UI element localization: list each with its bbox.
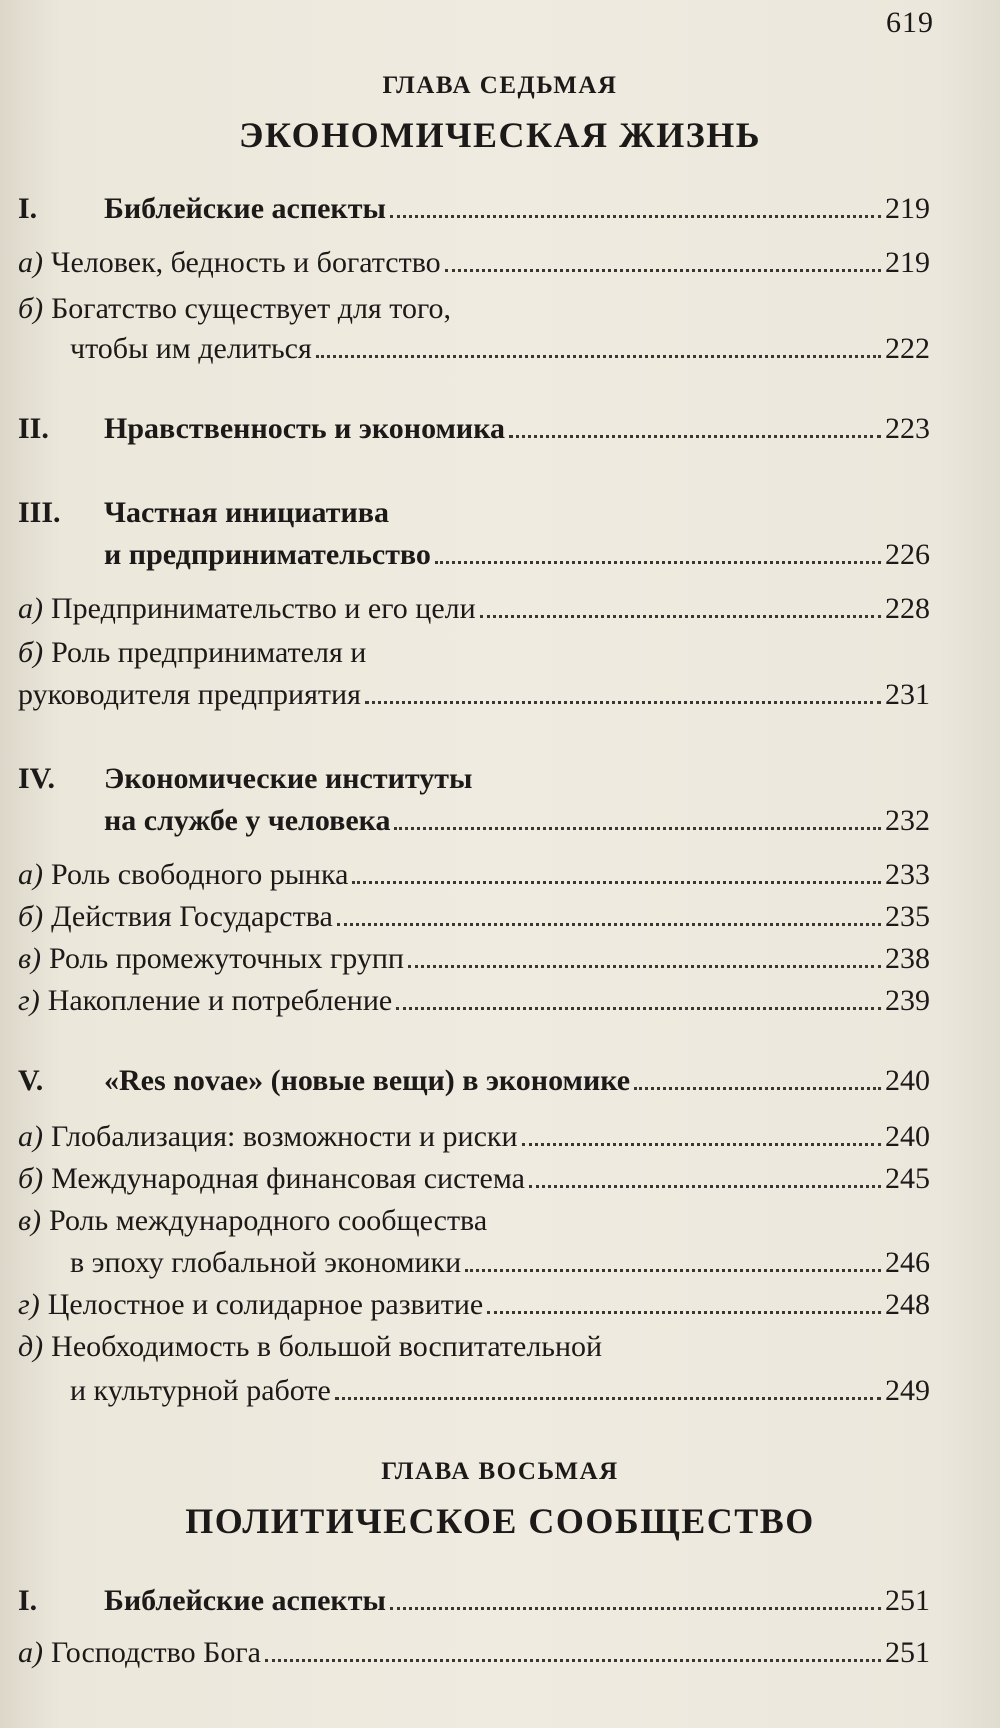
toc-entry-ch7-s1a[interactable]	[18, 246, 930, 290]
page-ref: 249	[885, 1374, 930, 1407]
page-ref: 240	[885, 1120, 930, 1153]
subsection-title-cont: руководителя предприятия	[18, 678, 361, 711]
page-ref: 222	[885, 332, 930, 365]
subsection-letter: в)	[18, 1204, 42, 1237]
leader-dots	[509, 434, 881, 438]
subsection-title: Роль промежуточных групп	[49, 942, 404, 975]
subsection-letter: а)	[18, 1120, 43, 1153]
page-ref: 246	[885, 1246, 930, 1279]
subsection-title: Господство Бога	[51, 1636, 261, 1669]
toc-entry-ch7-s5a[interactable]	[18, 1120, 930, 1164]
page-ref: 240	[885, 1064, 930, 1097]
subsection-letter: б)	[18, 292, 44, 325]
leader-dots	[337, 922, 881, 926]
page-ref: 239	[885, 984, 930, 1017]
leader-dots	[390, 214, 881, 218]
toc-entry-ch7-s5e[interactable]	[18, 1330, 930, 1374]
section-title: Библейские аспекты	[104, 1584, 386, 1617]
leader-dots	[394, 826, 881, 830]
subsection-title: Роль международного сообщества	[49, 1204, 488, 1237]
toc-entry-ch8-s1[interactable]	[18, 1584, 930, 1628]
subsection-title-cont: чтобы им делиться	[70, 332, 312, 365]
subsection-letter: б)	[18, 636, 44, 669]
page-ref: 228	[885, 592, 930, 625]
subsection-letter: д)	[18, 1330, 44, 1363]
leader-dots	[365, 700, 881, 704]
section-title: Частная инициатива	[104, 496, 389, 529]
toc-entry-ch7-s3-cont[interactable]	[18, 538, 930, 582]
leader-dots	[445, 268, 881, 272]
leader-dots	[634, 1086, 881, 1090]
toc-entry-ch8-s1a[interactable]	[18, 1636, 930, 1680]
page-ref: 238	[885, 942, 930, 975]
toc-entry-ch7-s4c[interactable]	[18, 942, 930, 986]
leader-dots	[480, 614, 881, 618]
toc-entry-ch7-s5b[interactable]	[18, 1162, 930, 1206]
subsection-title: Глобализация: возможности и риски	[51, 1120, 518, 1153]
subsection-letter: в)	[18, 942, 42, 975]
page-ref: 232	[885, 804, 930, 837]
leader-dots	[522, 1142, 881, 1146]
toc-entry-ch7-s2[interactable]	[18, 412, 930, 456]
leader-dots	[435, 560, 881, 564]
section-title-cont: на службе у человека	[104, 804, 391, 837]
toc-entry-ch7-s3[interactable]	[18, 496, 930, 540]
toc-entry-ch7-s3b[interactable]	[18, 636, 930, 680]
page-ref: 251	[885, 1584, 930, 1617]
subsection-title: Целостное и солидарное развитие	[47, 1288, 484, 1321]
toc-entry-ch7-s4d[interactable]	[18, 984, 930, 1028]
leader-dots	[487, 1310, 881, 1314]
subsection-letter: а)	[18, 246, 43, 279]
page-ref: 235	[885, 900, 930, 933]
section-title: Нравственность и экономика	[104, 412, 506, 445]
subsection-title: Действия Государства	[51, 900, 333, 933]
subsection-title: Богатство существует для того,	[51, 292, 451, 325]
subsection-letter: б)	[18, 900, 44, 933]
page-ref: 251	[885, 1636, 930, 1669]
toc-entry-ch7-s5e-cont[interactable]	[18, 1374, 930, 1418]
subsection-title: Роль свободного рынка	[51, 858, 349, 891]
leader-dots	[390, 1606, 881, 1610]
page-ref: 219	[885, 192, 930, 225]
section-number: V.	[18, 1064, 44, 1097]
toc-entry-ch7-s4-cont[interactable]	[18, 804, 930, 848]
subsection-letter: а)	[18, 858, 43, 891]
page-ref: 223	[885, 412, 930, 445]
leader-dots	[529, 1184, 881, 1188]
page-ref: 231	[885, 678, 930, 711]
toc-entry-ch7-s1b-cont[interactable]	[18, 332, 930, 376]
chapter-7-title: ЭКОНОМИЧЕСКАЯ ЖИЗНЬ	[238, 115, 762, 155]
leader-dots	[396, 1006, 881, 1010]
toc-entry-ch7-s5c-cont[interactable]	[18, 1246, 930, 1290]
toc-entry-ch7-s1[interactable]	[18, 192, 930, 236]
toc-entry-ch7-s4a[interactable]	[18, 858, 930, 902]
toc-entry-ch7-s3b-cont[interactable]	[18, 678, 930, 722]
chapter-7-label: ГЛАВА СЕДЬМАЯ	[382, 72, 618, 99]
section-number: IV.	[18, 762, 55, 795]
leader-dots	[352, 880, 881, 884]
toc-entry-ch7-s5c[interactable]	[18, 1204, 930, 1248]
section-title: Библейские аспекты	[104, 192, 386, 225]
section-number: I.	[18, 192, 38, 225]
subsection-letter: б)	[18, 1162, 44, 1195]
subsection-title: Необходимость в большой воспитательной	[51, 1330, 603, 1363]
toc-entry-ch7-s3a[interactable]	[18, 592, 930, 636]
subsection-letter: г)	[18, 984, 40, 1017]
subsection-title: Роль предпринимателя и	[51, 636, 367, 669]
leader-dots	[465, 1268, 881, 1272]
subsection-title: Накопление и потребление	[47, 984, 393, 1017]
page-ref: 248	[885, 1288, 930, 1321]
leader-dots	[335, 1396, 881, 1400]
toc-entry-ch7-s4b[interactable]	[18, 900, 930, 944]
section-title: Экономические институты	[104, 762, 473, 795]
leader-dots	[265, 1658, 881, 1662]
subsection-title-cont: и культурной работе	[70, 1374, 331, 1407]
page-ref: 245	[885, 1162, 930, 1195]
toc-entry-ch7-s4[interactable]	[18, 762, 930, 806]
toc-entry-ch7-s5d[interactable]	[18, 1288, 930, 1332]
subsection-letter: а)	[18, 592, 43, 625]
subsection-title-cont: в эпоху глобальной экономики	[70, 1246, 462, 1279]
chapter-8-label: ГЛАВА ВОСЬМАЯ	[381, 1458, 619, 1485]
page-ref: 233	[885, 858, 930, 891]
subsection-title: Предпринимательство и его цели	[51, 592, 476, 625]
page-number: 619	[886, 6, 934, 39]
section-number: I.	[18, 1584, 38, 1617]
toc-entry-ch7-s5[interactable]	[18, 1064, 930, 1108]
leader-dots	[316, 354, 881, 358]
page-ref: 226	[885, 538, 930, 571]
page-ref: 219	[885, 246, 930, 279]
chapter-8-title: ПОЛИТИЧЕСКОЕ СООБЩЕСТВО	[185, 1501, 815, 1541]
subsection-letter: а)	[18, 1636, 43, 1669]
leader-dots	[408, 964, 881, 968]
subsection-title: Человек, бедность и богатство	[51, 246, 441, 279]
section-title: «Res novae» (новые вещи) в экономике	[104, 1064, 631, 1097]
section-number: II.	[18, 412, 49, 445]
toc-entry-ch7-s1b[interactable]	[18, 292, 930, 336]
section-number: III.	[18, 496, 61, 529]
subsection-letter: г)	[18, 1288, 40, 1321]
subsection-title: Международная финансовая система	[51, 1162, 525, 1195]
section-title-cont: и предпринимательство	[104, 538, 431, 571]
